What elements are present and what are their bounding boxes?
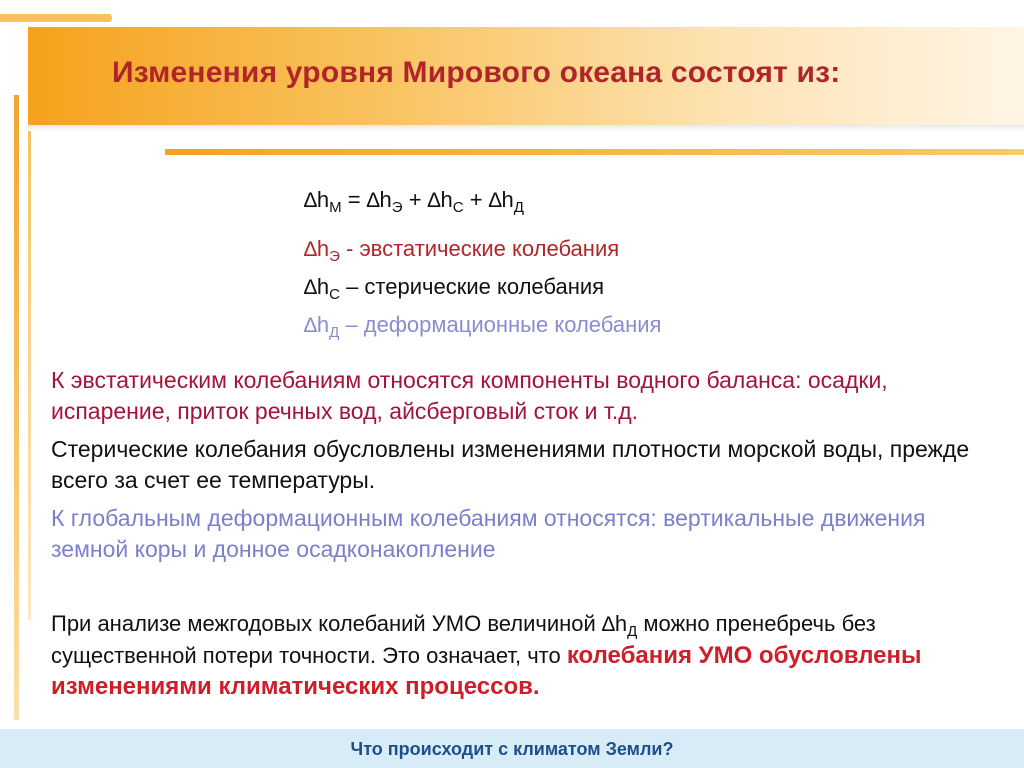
title-banner-shadow [28,125,1024,131]
footer-title: Что происходит с климатом Земли? [350,739,674,759]
h-symbol: h [316,187,330,212]
definition-text: - эвстатические колебания [339,236,620,261]
definition-steric [304,273,604,302]
h-symbol: h [501,187,514,212]
slide-title: Изменения уровня Мирового океана состоят из: [112,56,841,89]
subscript-e: Э [391,199,403,216]
h-symbol: h [316,312,330,337]
subscript-e: Э [329,248,340,265]
subscript-s: С [452,199,464,216]
plus-sign: + [463,187,489,212]
subscript-d: Д [329,324,340,341]
h-symbol: h [316,274,330,299]
delta-symbol: ∆ [304,238,317,261]
subscript-s: С [329,286,340,303]
paragraph-eustatic: К эвстатическим колебаниям относятся компоненты водного баланса: осадки, испарение, приток речных вод, айсберговый сток и т.д. [51,367,888,424]
conclusion-text-2: можно пренебречь без существенной потери точности. Это означает, что [51,611,876,668]
h-symbol: h [379,187,392,212]
h-symbol: h [316,236,330,261]
conclusion-paragraph [51,608,991,702]
footer-bar [0,729,1024,768]
conclusion-text-1: При анализе межгодовых колебаний УМО величиной [51,611,602,636]
paragraph-deformation: К глобальным деформационным колебаниям относятся: вертикальные движения земной коры и донное осадконакопление [51,505,926,562]
subscript-m: М [329,199,342,216]
definition-text: – стерические колебания [339,274,605,299]
definition-deformation [304,311,661,340]
decorative-vertical-line-inner [28,120,31,620]
delta-symbol: ∆ [366,189,380,212]
sea-level-formula [304,186,524,215]
definition-text: – деформационные колебания [339,312,662,337]
delta-symbol: ∆ [304,276,317,299]
delta-symbol: ∆ [601,613,615,636]
subscript-d: Д [513,199,524,216]
decorative-top-bar [0,14,112,22]
conclusion-emphasis: колебания УМО обусловлены изменениями климатических процессов. [51,642,922,700]
h-symbol: h [440,187,453,212]
equals-sign: = [341,187,367,212]
decorative-vertical-line [14,95,19,720]
delta-symbol: ∆ [427,189,441,212]
delta-symbol: ∆ [304,314,317,337]
definition-eustatic [304,235,619,264]
delta-symbol: ∆ [488,189,502,212]
subscript-d: Д [627,623,638,640]
delta-symbol: ∆ [304,189,317,212]
plus-sign: + [402,187,428,212]
title-underline [165,149,1024,155]
paragraph-steric: Стерические колебания обусловлены изменениями плотности морской воды, прежде всего за счет ее температуры. [51,436,970,493]
h-symbol: h [614,611,628,636]
